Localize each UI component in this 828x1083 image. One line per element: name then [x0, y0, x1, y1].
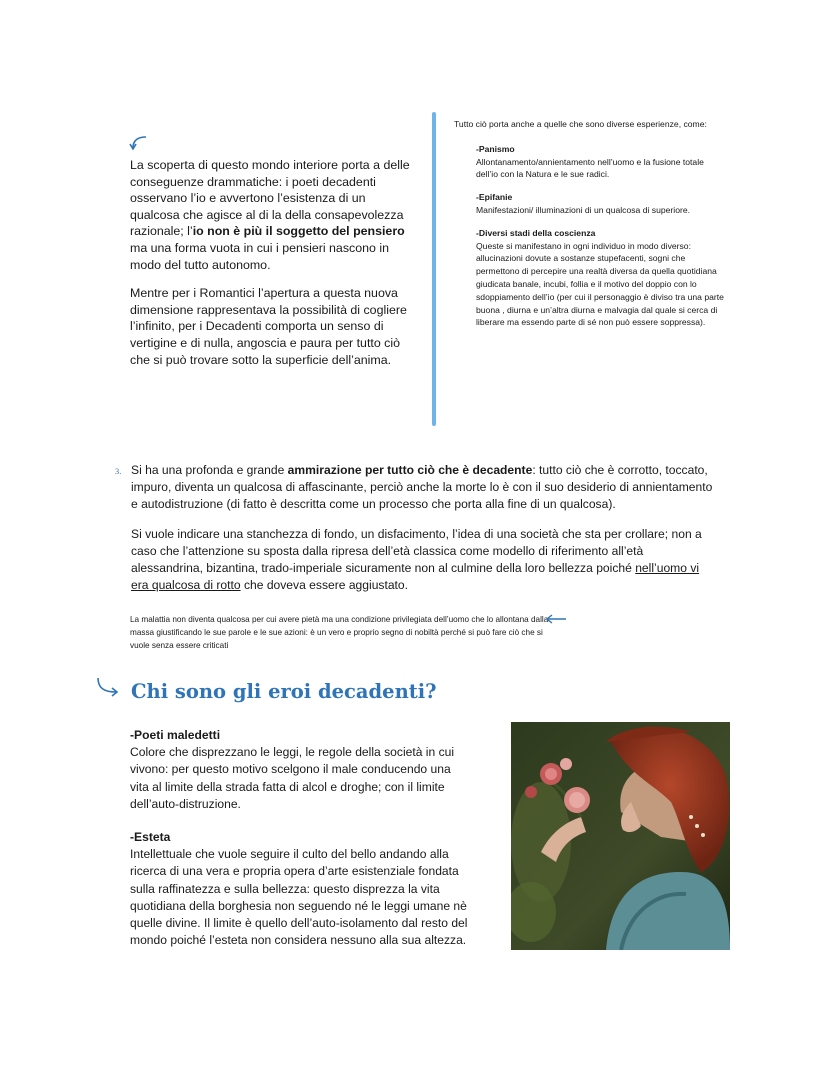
- section-3: [115, 462, 715, 608]
- section-3-paragraph-1: Si ha una profonda e grande ammirazione per tutto ciò che è decadente: tutto ciò che è corrotto, toccato, impuro, diventa un qualcosa di affascinante, perciò anche la morte lo è con il suo desiderio di annientamento e autodistruzione (di fatto è descritta come un processo che porta alla fine di un qualcosa).: [131, 463, 713, 511]
- section-heading: Chi sono gli eroi decadenti?: [131, 680, 437, 703]
- left-arrow-icon: [544, 613, 568, 625]
- experiences-intro: Tutto ciò porta anche a quelle che sono diverse esperienze, come:: [454, 119, 707, 129]
- intro-right-column: [454, 118, 724, 339]
- experience-item: -Diversi stadi della coscienza Queste si manifestano in ogni individuo in modo diverso: allucinazioni dovute a sostanze stupefacenti, sogni che permettono di percepire una realtà diversa da quella quotidiana giudicata banale, incubi, follia e il motivo del doppio con lo sdoppiamento dell’io (per cui il personaggio è diviso tra una parte buona , diurna e un’altra diurna e malvagia dal quale si cerca di liberare ma essendo parte di sé non può essere soppressa).: [476, 227, 724, 328]
- illness-note: La malattia non diventa qualcosa per cui avere pietà ma una condizione privilegiata dell’uomo che lo allontana dalla massa giustificando le sue parole e le sue azioni: è un vero e proprio segno di nobiltà perché si può fare ciò che si vuole senza essere criticati: [130, 615, 549, 650]
- hero-item: -Poeti maledetti Colore che disprezzano le leggi, le regole della società in cui vivono: per questo motivo scelgono il male conducendo una vita al limite della strada fatta di alcol e droghe; con il limite dell’auto-distruzione.: [130, 728, 455, 811]
- section-3-paragraph-2: Si vuole indicare una stanchezza di fondo, un disfacimento, l’idea di una società che sta per crollare; non a caso che l’attenzione su sposta dalla ripresa dell’età classica come modello di riferimento all’età alessandrina, bizantina, trado-imperiale sicuramente non al culmine della loro bellezza poiché nell’uomo vi era qualcosa di rotto che doveva essere aggiustato.: [131, 527, 702, 592]
- section-number: 3.: [115, 467, 122, 476]
- experience-item: -Epifanie Manifestazioni/ illuminazioni di un qualcosa di superiore.: [476, 192, 691, 215]
- hook-arrow-icon: [94, 676, 124, 698]
- column-divider: [432, 112, 436, 426]
- curved-arrow-icon: [128, 134, 150, 154]
- heroes-list: [130, 727, 470, 965]
- intro-paragraph-2: Mentre per i Romantici l’apertura a questa nuova dimensione rappresentava la possibilità di cogliere l’infinito, per i Decadenti comporta un senso di vertigine e di nulla, angoscia e paura per tutto ciò che si può trovare sotto la superficie dell’anima.: [130, 286, 407, 367]
- intro-left-column: [130, 157, 410, 368]
- hero-item: -Esteta Intellettuale che vuole seguire il culto del bello andando alla ricerca di una vera e propria opera d’arte esistenziale fondata sulla raffinatezza e sulla bellezza: questo disprezza la vita quotidiana della borghesia non seguendo né le leggi umane nè quelle divine. Il limite è quello dell’auto-isolamento dal resto del mondo poiché l’esteta non considera nessuno alla sua altezza.: [130, 830, 468, 948]
- intro-paragraph-1: La scoperta di questo mondo interiore porta a delle conseguenze drammatiche: i poeti decadenti osservano l’io e avvertono l’esistenza di un qualcosa che agisce al di la della consapevolezza razionale; l’io non è più il soggetto del pensiero ma una forma vuota in cui i pensieri nascono in modo del tutto autonomo.: [130, 158, 410, 272]
- experience-item: -Panismo Allontanamento/annientamento nell’uomo e la fusione totale dell’io con la Natura e le sue radici.: [476, 143, 704, 180]
- painting-image: [511, 722, 730, 950]
